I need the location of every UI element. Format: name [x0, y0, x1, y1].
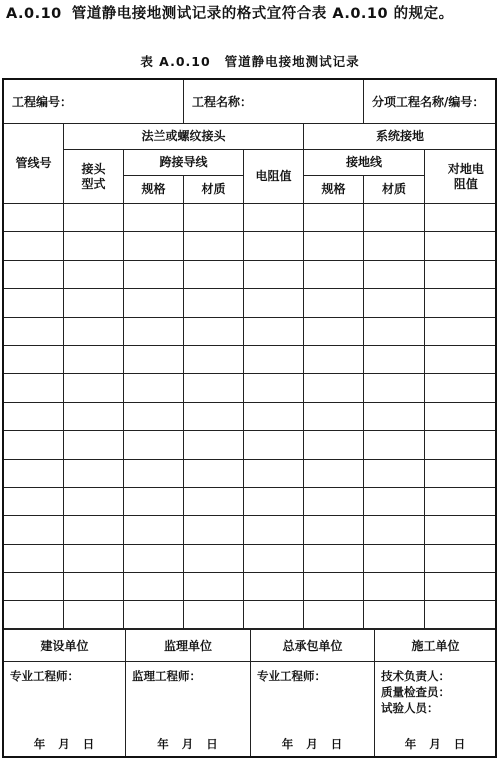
table-cell[interactable]	[64, 402, 124, 430]
table-cell[interactable]	[425, 459, 497, 487]
table-cell[interactable]	[4, 573, 64, 601]
table-cell[interactable]	[184, 374, 244, 402]
table-cell[interactable]	[64, 289, 124, 317]
table-cell[interactable]	[4, 289, 64, 317]
table-cell[interactable]	[425, 516, 497, 544]
table-cell[interactable]	[304, 317, 364, 345]
table-cell[interactable]	[184, 317, 244, 345]
supervision-signature-cell[interactable]	[126, 662, 251, 759]
table-cell[interactable]	[184, 402, 244, 430]
table-cell[interactable]	[364, 459, 425, 487]
header-flange-joint: 法兰或螺纹接头	[64, 124, 304, 150]
signature-row	[4, 662, 497, 759]
table-cell[interactable]	[425, 317, 497, 345]
general-contractor-date: 年 月 日	[281, 737, 344, 751]
table-row	[4, 459, 497, 487]
table-cell[interactable]	[244, 289, 304, 317]
table-cell[interactable]	[124, 345, 184, 373]
table-cell[interactable]	[64, 516, 124, 544]
table-cell[interactable]	[425, 260, 497, 288]
table-cell[interactable]	[4, 544, 64, 572]
table-cell[interactable]	[124, 232, 184, 260]
table-cell[interactable]	[4, 459, 64, 487]
table-cell[interactable]	[364, 402, 425, 430]
contractor-signature-cell[interactable]	[375, 662, 497, 759]
table-cell[interactable]	[304, 204, 364, 232]
project-no-field[interactable]: 工程编号：	[4, 80, 184, 124]
table-cell[interactable]	[4, 516, 64, 544]
table-cell[interactable]	[244, 374, 304, 402]
table-row	[4, 345, 497, 373]
table-cell[interactable]	[425, 431, 497, 459]
table-cell[interactable]	[244, 317, 304, 345]
table-cell[interactable]	[124, 402, 184, 430]
table-cell[interactable]	[184, 459, 244, 487]
sub-project-field[interactable]: 分项工程名称/编号：	[364, 80, 497, 124]
table-row	[4, 204, 497, 232]
table-cell[interactable]	[124, 289, 184, 317]
construction-signature-cell[interactable]	[4, 662, 126, 759]
table-cell[interactable]	[304, 516, 364, 544]
table-cell[interactable]	[184, 601, 244, 629]
unit-contractor: 施工单位	[375, 629, 497, 662]
table-cell[interactable]	[124, 374, 184, 402]
unit-general-contractor: 总承包单位	[251, 629, 375, 662]
table-cell[interactable]	[64, 232, 124, 260]
contractor-role-quality-inspector: 质量检查员：	[381, 685, 450, 699]
table-cell[interactable]	[364, 374, 425, 402]
table-cell[interactable]	[364, 487, 425, 515]
table-cell[interactable]	[64, 459, 124, 487]
table-cell[interactable]	[364, 431, 425, 459]
table-cell[interactable]	[304, 260, 364, 288]
table-cell[interactable]	[304, 289, 364, 317]
contractor-role-tester: 试验人员：	[381, 701, 439, 715]
table-cell[interactable]	[64, 345, 124, 373]
table-cell[interactable]	[124, 459, 184, 487]
table-cell[interactable]	[124, 601, 184, 629]
table-cell[interactable]	[244, 573, 304, 601]
table-cell[interactable]	[124, 573, 184, 601]
table-cell[interactable]	[4, 487, 64, 515]
table-cell[interactable]	[364, 232, 425, 260]
table-cell[interactable]	[425, 487, 497, 515]
table-row	[4, 232, 497, 260]
table-cell[interactable]	[244, 232, 304, 260]
table-cell[interactable]	[304, 544, 364, 572]
contractor-role-tech-lead: 技术负责人：	[381, 669, 450, 683]
table-cell[interactable]	[64, 317, 124, 345]
table-cell[interactable]	[184, 345, 244, 373]
table-row	[4, 516, 497, 544]
table-row	[4, 289, 497, 317]
table-row	[4, 431, 497, 459]
table-cell[interactable]	[304, 402, 364, 430]
table-cell[interactable]	[184, 431, 244, 459]
table-cell[interactable]	[4, 232, 64, 260]
table-cell[interactable]	[64, 204, 124, 232]
table-cell[interactable]	[64, 487, 124, 515]
table-cell[interactable]	[4, 374, 64, 402]
header-ground-resistance: 对地电阻值	[425, 150, 497, 204]
table-cell[interactable]	[425, 573, 497, 601]
table-cell[interactable]	[304, 487, 364, 515]
header-ground-material: 材质	[364, 176, 425, 204]
table-row	[4, 544, 497, 572]
table-cell[interactable]	[304, 232, 364, 260]
table-cell[interactable]	[304, 374, 364, 402]
table-cell[interactable]	[304, 601, 364, 629]
table-cell[interactable]	[425, 544, 497, 572]
header-row-2	[4, 150, 497, 176]
table-cell[interactable]	[64, 601, 124, 629]
table-cell[interactable]	[364, 204, 425, 232]
table-number: 表 A.0.10	[140, 54, 211, 69]
header-ground-wire: 接地线	[304, 150, 425, 176]
table-cell[interactable]	[364, 345, 425, 373]
table-cell[interactable]	[124, 431, 184, 459]
table-cell[interactable]	[124, 260, 184, 288]
project-info-row	[4, 80, 497, 124]
unit-supervision: 监理单位	[126, 629, 251, 662]
header-system-grounding: 系统接地	[304, 124, 497, 150]
record-table	[3, 79, 497, 630]
table-cell[interactable]	[4, 260, 64, 288]
table-cell[interactable]	[425, 345, 497, 373]
table-cell[interactable]	[64, 573, 124, 601]
table-cell[interactable]	[124, 317, 184, 345]
table-cell[interactable]	[4, 317, 64, 345]
table-title: 管道静电接地测试记录	[224, 54, 360, 69]
table-cell[interactable]	[304, 459, 364, 487]
table-cell[interactable]	[4, 402, 64, 430]
supervision-role: 监理工程师：	[132, 669, 201, 683]
table-cell[interactable]	[64, 544, 124, 572]
table-cell[interactable]	[124, 516, 184, 544]
table-row	[4, 260, 497, 288]
table-cell[interactable]	[184, 516, 244, 544]
record-form	[2, 78, 497, 758]
clause-number: A.0.10	[6, 6, 62, 22]
table-row	[4, 402, 497, 430]
table-cell[interactable]	[124, 544, 184, 572]
table-row	[4, 374, 497, 402]
header-jumper-wire: 跨接导线	[124, 150, 244, 176]
table-cell[interactable]	[425, 374, 497, 402]
table-cell[interactable]	[244, 459, 304, 487]
table-cell[interactable]	[425, 232, 497, 260]
table-cell[interactable]	[124, 487, 184, 515]
signature-table	[3, 628, 497, 758]
table-row	[4, 601, 497, 629]
header-jumper-material: 材质	[184, 176, 244, 204]
clause-text: 管道静电接地测试记录的格式宜符合表 A.0.10 的规定。	[71, 6, 454, 22]
table-row	[4, 317, 497, 345]
clause-paragraph	[6, 2, 496, 26]
table-cell[interactable]	[4, 345, 64, 373]
units-row	[4, 629, 497, 662]
header-resistance: 电阻值	[244, 150, 304, 204]
table-cell[interactable]	[184, 289, 244, 317]
table-cell[interactable]	[64, 431, 124, 459]
table-cell[interactable]	[184, 204, 244, 232]
table-cell[interactable]	[425, 402, 497, 430]
table-cell[interactable]	[364, 260, 425, 288]
table-cell[interactable]	[184, 573, 244, 601]
table-row	[4, 487, 497, 515]
general-contractor-role: 专业工程师：	[257, 669, 326, 683]
header-pipeline-no: 管线号	[4, 124, 64, 204]
table-caption	[0, 52, 500, 70]
table-cell[interactable]	[364, 516, 425, 544]
table-cell[interactable]	[364, 601, 425, 629]
table-cell[interactable]	[64, 374, 124, 402]
supervision-date: 年 月 日	[157, 737, 219, 751]
table-cell[interactable]	[425, 601, 497, 629]
table-cell[interactable]	[244, 601, 304, 629]
table-cell[interactable]	[124, 204, 184, 232]
table-cell[interactable]	[425, 204, 497, 232]
table-cell[interactable]	[244, 204, 304, 232]
header-joint-type: 接头型式	[64, 150, 124, 204]
header-row-1	[4, 124, 497, 150]
table-cell[interactable]	[425, 289, 497, 317]
table-cell[interactable]	[244, 260, 304, 288]
table-cell[interactable]	[244, 402, 304, 430]
table-cell[interactable]	[364, 289, 425, 317]
table-cell[interactable]	[304, 431, 364, 459]
header-ground-spec: 规格	[304, 176, 364, 204]
table-cell[interactable]	[244, 487, 304, 515]
table-cell[interactable]	[364, 544, 425, 572]
construction-role: 专业工程师：	[10, 669, 79, 683]
table-cell[interactable]	[184, 260, 244, 288]
table-cell[interactable]	[304, 573, 364, 601]
project-name-field[interactable]: 工程名称：	[184, 80, 364, 124]
table-cell[interactable]	[364, 317, 425, 345]
table-cell[interactable]	[364, 573, 425, 601]
table-cell[interactable]	[4, 431, 64, 459]
table-cell[interactable]	[184, 544, 244, 572]
table-row	[4, 573, 497, 601]
table-cell[interactable]	[244, 345, 304, 373]
table-cell[interactable]	[244, 431, 304, 459]
header-jumper-spec: 规格	[124, 176, 184, 204]
table-cell[interactable]	[184, 232, 244, 260]
table-cell[interactable]	[64, 260, 124, 288]
table-cell[interactable]	[184, 487, 244, 515]
table-cell[interactable]	[244, 544, 304, 572]
table-cell[interactable]	[4, 601, 64, 629]
general-contractor-signature-cell[interactable]	[251, 662, 375, 759]
table-cell[interactable]	[244, 516, 304, 544]
table-cell[interactable]	[304, 345, 364, 373]
unit-construction: 建设单位	[4, 629, 126, 662]
table-cell[interactable]	[4, 204, 64, 232]
contractor-date: 年 月 日	[404, 737, 467, 751]
construction-date: 年 月 日	[33, 737, 96, 751]
